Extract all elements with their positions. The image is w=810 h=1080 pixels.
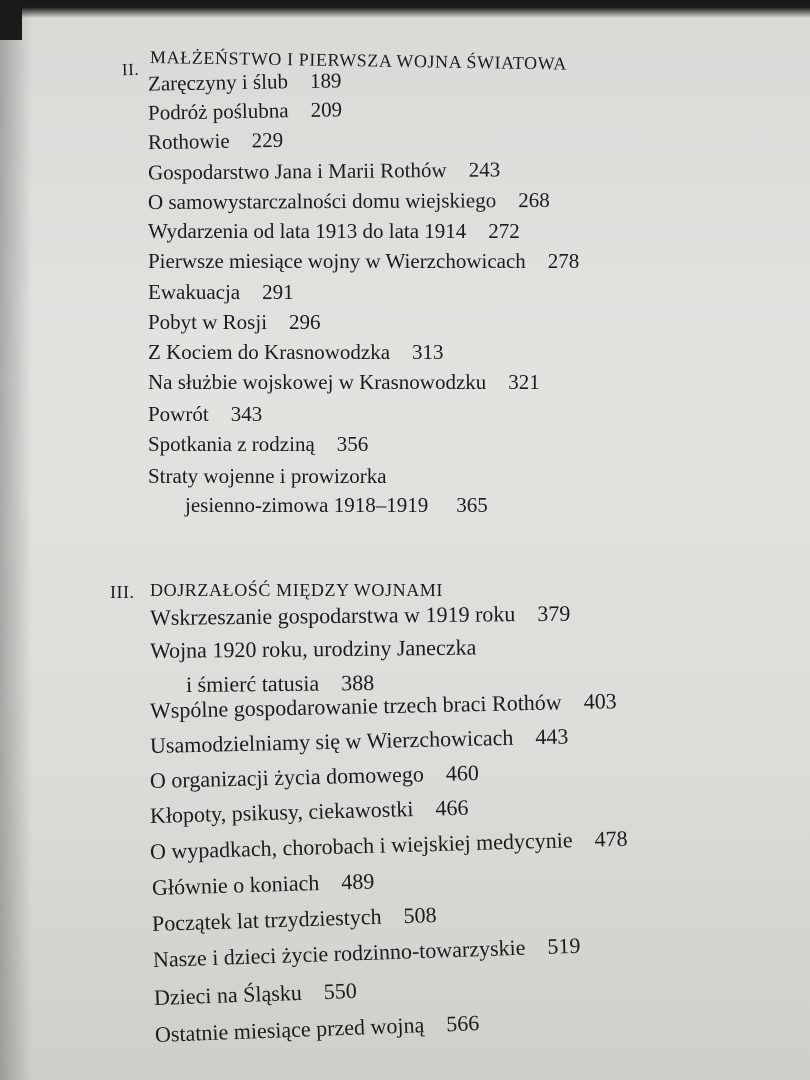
- entry-page: 313: [412, 340, 444, 364]
- entry-page: 296: [289, 310, 321, 334]
- entry-page: 379: [537, 600, 571, 626]
- toc-entry: [150, 794, 469, 830]
- entry-title: Gospodarstwo Jana i Marii Rothów: [147, 157, 447, 185]
- toc-entry-continuation: [185, 491, 488, 519]
- entry-title: Ostatnie miesiące przed wojną: [154, 1012, 425, 1047]
- entry-title: Głównie o koniach: [151, 870, 320, 900]
- toc-entry: [148, 66, 342, 97]
- toc-entry: [148, 186, 550, 216]
- entry-title: jesienno-zimowa 1918–1919: [185, 493, 429, 517]
- toc-entry: [152, 867, 375, 902]
- toc-entry: [148, 155, 500, 186]
- entry-page: 343: [230, 402, 263, 426]
- entry-title: Kłopoty, psikusy, ciekawostki: [149, 796, 414, 828]
- toc-entry: [150, 634, 477, 665]
- toc-entry: [148, 368, 540, 396]
- entry-page: 243: [468, 157, 501, 182]
- toc-entry: [148, 247, 579, 275]
- entry-title: Straty wojenne i prowizorka: [148, 464, 387, 488]
- toc-entry: [148, 400, 262, 428]
- section-numeral: II.: [121, 59, 140, 80]
- entry-title: Dzieci na Śląsku: [153, 979, 303, 1010]
- entry-title: Wspólne gospodarowanie trzech braci Rothów: [149, 689, 562, 723]
- entry-title: Ewakuacja: [148, 280, 241, 304]
- entry-page: 466: [435, 794, 469, 821]
- entry-page: 550: [323, 977, 358, 1005]
- entry-page: 508: [403, 902, 437, 929]
- entry-page: 478: [594, 825, 628, 852]
- entry-title: Pierwsze miesiące wojny w Wierzchowicach: [148, 249, 526, 273]
- entry-title: Nasze i dzieci życie rodzinno-towarzyskie: [152, 934, 526, 972]
- toc-entry: [150, 600, 571, 632]
- entry-title: O samowystarczalności domu wiejskiego: [147, 188, 497, 215]
- entry-title: i śmierć tatusia: [185, 670, 320, 697]
- toc-entry: [152, 901, 437, 938]
- entry-page: 229: [251, 127, 284, 153]
- entry-title: Wskrzeszanie gospodarstwa w 1919 roku: [149, 601, 516, 630]
- section-heading: MAŁŻEŃSTWO I PIERWSZA WOJNA ŚWIATOWA: [149, 47, 568, 74]
- entry-title: Podróż poślubna: [147, 98, 289, 125]
- entry-page: 209: [310, 97, 343, 122]
- top-edge-shadow: [0, 0, 810, 18]
- entry-page: 365: [456, 493, 488, 517]
- entry-page: 566: [445, 1010, 480, 1037]
- entry-page: 272: [488, 219, 520, 243]
- entry-page: 268: [518, 187, 550, 213]
- entry-page: 403: [583, 688, 617, 714]
- entry-page: 460: [445, 759, 480, 786]
- toc-entry: [148, 278, 294, 306]
- entry-page: 519: [546, 932, 581, 959]
- toc-entry: [148, 126, 284, 156]
- corner-shadow: [0, 0, 22, 40]
- entry-page: 356: [336, 432, 369, 456]
- toc-entry: [150, 759, 479, 795]
- section-numeral: III.: [110, 582, 135, 602]
- entry-title: Na służbie wojskowej w Krasnowodzku: [148, 370, 487, 394]
- toc-entry: [154, 977, 358, 1012]
- entry-title: Rothowie: [147, 128, 230, 155]
- toc-entry: [148, 217, 520, 245]
- entry-title: Z Kociem do Krasnowodzka: [148, 340, 391, 364]
- toc-entry: [148, 95, 343, 126]
- entry-title: Wydarzenia od lata 1913 do lata 1914: [148, 219, 467, 243]
- entry-title: O organizacji życia domowego: [149, 761, 425, 793]
- entry-title: O wypadkach, chorobach i wiejskiej medycynie: [149, 827, 573, 864]
- toc-entry: [150, 825, 628, 866]
- entry-title: Początek lat trzydziestych: [151, 903, 382, 936]
- toc-entry: [153, 932, 581, 974]
- toc-entry: [148, 462, 387, 490]
- entry-page: 189: [309, 68, 342, 93]
- toc-entry: [154, 1009, 479, 1049]
- entry-title: Usamodzielniamy się w Wierzchowicach: [149, 724, 514, 758]
- entry-title: Wojna 1920 roku, urodziny Janeczka: [149, 634, 477, 663]
- toc-entry: [148, 338, 444, 366]
- entry-page: 321: [508, 370, 540, 394]
- entry-page: 388: [341, 670, 375, 696]
- entry-title: Spotkania z rodziną: [148, 432, 315, 456]
- toc-entry: [148, 430, 368, 458]
- toc-entry: [148, 308, 321, 336]
- section-heading: DOJRZAŁOŚĆ MIĘDZY WOJNAMI: [150, 580, 443, 600]
- entry-page: 443: [535, 723, 569, 750]
- toc-entry: [150, 723, 569, 760]
- spine-shadow: [0, 0, 32, 1080]
- entry-title: Pobyt w Rosji: [148, 310, 268, 334]
- entry-page: 489: [340, 868, 375, 895]
- entry-title: Zaręczyny i ślub: [147, 69, 289, 96]
- entry-page: 291: [262, 280, 294, 304]
- entry-page: 278: [547, 249, 580, 273]
- entry-title: Powrót: [148, 402, 209, 426]
